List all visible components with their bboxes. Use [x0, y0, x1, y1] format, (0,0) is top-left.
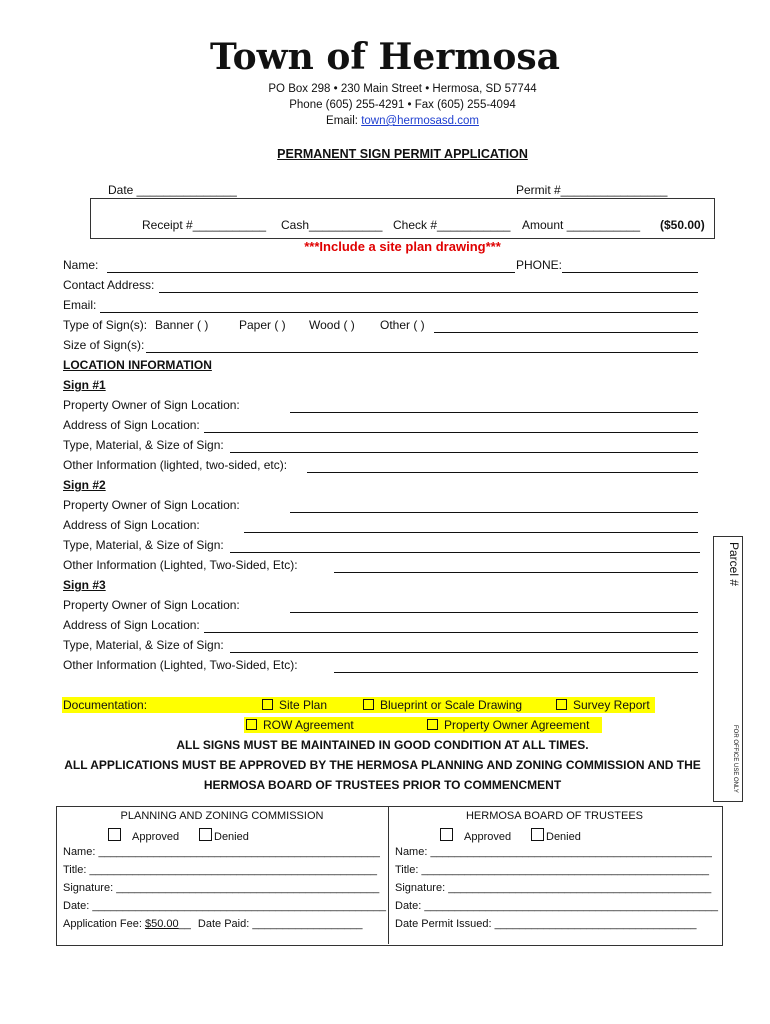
location-heading: LOCATION INFORMATION: [63, 358, 212, 372]
sign-3-type-label: Type, Material, & Size of Sign:: [63, 638, 224, 652]
notice-approval-1: ALL APPLICATIONS MUST BE APPROVED BY THE HERMOSA PLANNING AND ZONING COMMISSION AND THE: [64, 758, 701, 772]
email-input[interactable]: [100, 312, 698, 313]
checkbox-icon: [427, 719, 438, 730]
blueprint-text: Blueprint or Scale Drawing: [380, 698, 523, 712]
type-banner-option[interactable]: Banner ( ): [155, 318, 209, 332]
receipt-field[interactable]: Receipt #___________: [142, 218, 267, 232]
sign-2-type-label: Type, Material, & Size of Sign:: [63, 538, 224, 552]
town-address: PO Box 298 • 230 Main Street • Hermosa, SD 57744: [268, 83, 537, 95]
phone-input[interactable]: [562, 272, 698, 273]
sign-1-title: Sign #1: [63, 378, 106, 392]
sign-1-type-input[interactable]: [230, 452, 698, 453]
sign-2-owner-label: Property Owner of Sign Location:: [63, 498, 240, 512]
site-plan-note: ***Include a site plan drawing***: [304, 239, 501, 254]
checkbox-icon: [440, 828, 453, 841]
fee-amount: ($50.00): [660, 218, 705, 232]
email-label: Email:: [326, 115, 362, 127]
form-title: PERMANENT SIGN PERMIT APPLICATION: [277, 147, 528, 161]
trustees-approved-text: Approved: [464, 831, 512, 843]
notice-approval-2: HERMOSA BOARD OF TRUSTEES PRIOR TO COMMENCMENT: [203, 778, 562, 792]
pz-commission-heading: PLANNING AND ZONING COMMISSION: [120, 810, 324, 822]
sign-3-address-input[interactable]: [204, 632, 698, 633]
sign-2-address-input[interactable]: [244, 532, 698, 533]
parcel-label: Parcel #: [727, 542, 741, 587]
permit-issued-field[interactable]: Date Permit Issued: _________________________________: [395, 918, 697, 930]
sign-2-other-label: Other Information (Lighted, Two-Sided, Etc):: [63, 558, 298, 572]
sign-1-owner-label: Property Owner of Sign Location:: [63, 398, 240, 412]
pz-signature-field[interactable]: Signature: ___________________________________________: [63, 882, 380, 894]
sign-3-address-label: Address of Sign Location:: [63, 618, 200, 632]
office-use-label: FOR OFFICE USE ONLY: [732, 725, 738, 793]
site-plan-text: Site Plan: [279, 698, 328, 712]
pz-denied-text: Denied: [214, 831, 249, 843]
sign-type-label: Type of Sign(s):: [63, 318, 148, 332]
pz-name-field[interactable]: Name: ______________________________________________: [63, 846, 380, 858]
sign-3-other-label: Other Information (Lighted, Two-Sided, Etc):: [63, 658, 298, 672]
blueprint-checkbox[interactable]: [363, 698, 522, 712]
sign-1-type-label: Type, Material, & Size of Sign:: [63, 438, 224, 452]
trustees-date-field[interactable]: Date: ________________________________________________: [395, 900, 718, 912]
pz-denied-checkbox[interactable]: [199, 828, 249, 843]
sign-2-address-label: Address of Sign Location:: [63, 518, 200, 532]
date-paid-field[interactable]: Date Paid: __________________: [197, 918, 363, 930]
checkbox-icon: [556, 699, 567, 710]
pz-approved-checkbox[interactable]: [108, 828, 179, 843]
checkbox-icon: [199, 828, 212, 841]
notice-maintain: ALL SIGNS MUST BE MAINTAINED IN GOOD CONDITION AT ALL TIMES.: [176, 738, 589, 752]
sign-3-other-input[interactable]: [334, 672, 698, 673]
sign-2-other-input[interactable]: [334, 572, 698, 573]
row-agreement-checkbox[interactable]: [246, 718, 354, 732]
sign-1-address-input[interactable]: [204, 432, 698, 433]
town-email-line: [0, 115, 770, 127]
checkbox-icon: [531, 828, 544, 841]
date-field[interactable]: Date _______________: [108, 183, 237, 197]
permit-field[interactable]: Permit #________________: [516, 183, 668, 197]
pz-title-field[interactable]: Title: _______________________________________________: [63, 864, 378, 876]
sign-1-other-input[interactable]: [307, 472, 698, 473]
type-other-input[interactable]: [434, 332, 698, 333]
application-fee-value: $50.00: [144, 918, 179, 930]
owner-agreement-checkbox[interactable]: [427, 718, 589, 732]
cash-field[interactable]: Cash___________: [281, 218, 383, 232]
sign-3-owner-input[interactable]: [290, 612, 698, 613]
name-label: Name:: [63, 258, 99, 272]
sign-1-other-label: Other Information (lighted, two-sided, etc):: [63, 458, 288, 472]
size-input[interactable]: [146, 352, 698, 353]
sign-1-owner-input[interactable]: [290, 412, 698, 413]
pz-approved-text: Approved: [132, 831, 180, 843]
survey-checkbox[interactable]: [556, 698, 650, 712]
application-fee-label: Application Fee:: [63, 918, 142, 930]
size-label: Size of Sign(s):: [63, 338, 145, 352]
sign-3-title: Sign #3: [63, 578, 106, 592]
type-wood-option[interactable]: Wood ( ): [309, 318, 355, 332]
site-plan-checkbox[interactable]: [262, 698, 327, 712]
contact-label: Contact Address:: [63, 278, 155, 292]
town-phone: Phone (605) 255-4291 • Fax (605) 255-4094: [289, 99, 516, 111]
documentation-label: Documentation:: [63, 698, 148, 712]
row-agreement-text: ROW Agreement: [263, 718, 354, 732]
owner-agreement-text: Property Owner Agreement: [444, 718, 590, 732]
contact-input[interactable]: [159, 292, 698, 293]
email-link[interactable]: town@hermosasd.com: [361, 115, 479, 127]
office-table-divider: [388, 806, 389, 944]
pz-date-field[interactable]: Date: ________________________________________________: [63, 900, 386, 912]
checkbox-icon: [108, 828, 121, 841]
amount-field[interactable]: Amount ___________: [522, 218, 641, 232]
survey-text: Survey Report: [573, 698, 650, 712]
email-field-label: Email:: [63, 298, 97, 312]
sign-2-owner-input[interactable]: [290, 512, 698, 513]
sign-1-address-label: Address of Sign Location:: [63, 418, 200, 432]
type-paper-option[interactable]: Paper ( ): [239, 318, 286, 332]
pz-fee-row: Application Fee: $50.00__ Date Paid: __________________: [63, 918, 363, 930]
trustees-name-field[interactable]: Name: ______________________________________________: [395, 846, 712, 858]
check-field[interactable]: Check #___________: [393, 218, 511, 232]
checkbox-icon: [262, 699, 273, 710]
sign-2-type-input[interactable]: [230, 552, 700, 553]
phone-label: PHONE:: [516, 258, 563, 272]
trustees-heading: HERMOSA BOARD OF TRUSTEES: [465, 810, 644, 822]
trustees-title-field[interactable]: Title: _______________________________________________: [395, 864, 710, 876]
trustees-denied-checkbox[interactable]: [531, 828, 581, 843]
sign-3-type-input[interactable]: [230, 652, 698, 653]
name-input[interactable]: [107, 272, 515, 273]
checkbox-icon: [363, 699, 374, 710]
sign-2-title: Sign #2: [63, 478, 106, 492]
checkbox-icon: [246, 719, 257, 730]
sign-3-owner-label: Property Owner of Sign Location:: [63, 598, 240, 612]
trustees-denied-text: Denied: [546, 831, 581, 843]
trustees-approved-checkbox[interactable]: [440, 828, 511, 843]
type-other-option[interactable]: Other ( ): [380, 318, 425, 332]
page-title: Town of Hermosa: [210, 36, 560, 78]
trustees-signature-field[interactable]: Signature: ___________________________________________: [395, 882, 712, 894]
